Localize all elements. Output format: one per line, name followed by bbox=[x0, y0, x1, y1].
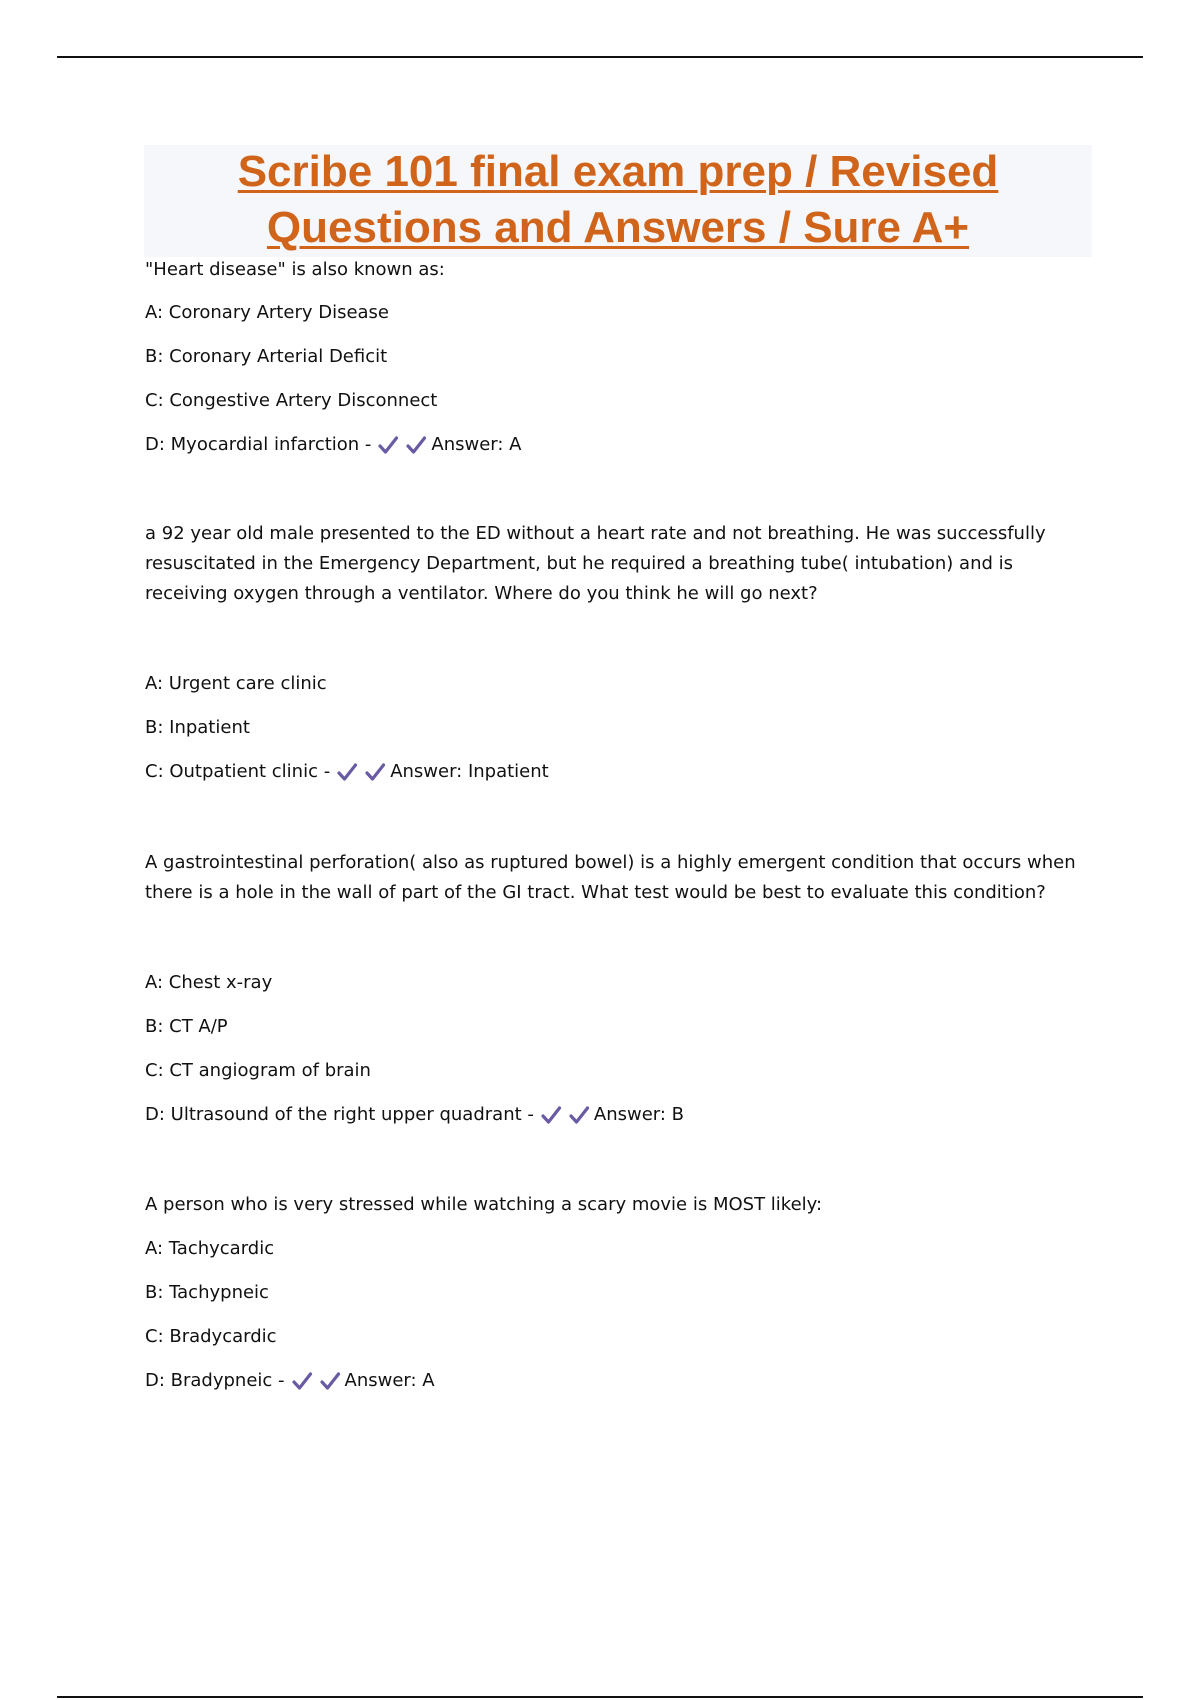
title-line-1: Scribe 101 final exam prep / Revised bbox=[237, 147, 999, 196]
checkmark-icon bbox=[336, 761, 358, 783]
question-2-option-c: C: Outpatient clinic - bbox=[145, 761, 331, 782]
question-block-2 bbox=[145, 519, 1085, 787]
question-4-option-a: A: Tachycardic bbox=[145, 1238, 275, 1259]
question-1-option-d: D: Myocardial infarction - bbox=[145, 434, 372, 455]
question-1-option-b: B: Coronary Arterial Deficit bbox=[145, 346, 388, 367]
question-3-option-d: D: Ultrasound of the right upper quadrant - bbox=[145, 1104, 534, 1125]
question-3-answer: Answer: B bbox=[593, 1104, 684, 1125]
question-2-text: a 92 year old male presented to the ED without a heart rate and not breathing. He was successfully resuscitated in the Emergency Department, but he required a breathing tube( intubation) and is receiving oxygen through a ventilator. Where do you think he will go next? bbox=[145, 523, 1046, 604]
title-line-2: Questions and Answers / Sure A+ bbox=[266, 203, 970, 252]
questions-content bbox=[145, 255, 1085, 1396]
checkmark-icon bbox=[540, 1104, 562, 1126]
question-1-text: "Heart disease" is also known as: bbox=[145, 259, 445, 280]
question-3-answer-line bbox=[145, 1100, 1085, 1130]
question-2-option-a: A: Urgent care clinic bbox=[145, 673, 327, 694]
question-3-text: A gastrointestinal perforation( also as ruptured bowel) is a highly emergent condition that occurs when there is a hole in the wall of part of the GI tract. What test would be best to evaluate this condition? bbox=[145, 852, 1076, 903]
question-block-1 bbox=[145, 255, 1085, 460]
document-title bbox=[144, 144, 1092, 256]
question-2-answer-line bbox=[145, 757, 1085, 787]
checkmark-icon bbox=[405, 434, 427, 456]
checkmark-icon bbox=[568, 1104, 590, 1126]
question-1-answer-line bbox=[145, 430, 1085, 460]
question-1-answer: Answer: A bbox=[431, 434, 522, 455]
checkmark-icon bbox=[319, 1370, 341, 1392]
question-1-option-a: A: Coronary Artery Disease bbox=[145, 302, 390, 323]
question-4-option-d: D: Bradypneic - bbox=[145, 1370, 285, 1391]
question-4-option-c: C: Bradycardic bbox=[145, 1326, 277, 1347]
question-3-option-a: A: Chest x-ray bbox=[145, 972, 273, 993]
question-4-answer-line bbox=[145, 1366, 1085, 1396]
question-4-answer: Answer: A bbox=[344, 1370, 435, 1391]
checkmark-icon bbox=[291, 1370, 313, 1392]
question-block-4 bbox=[145, 1190, 1085, 1396]
question-2-option-b: B: Inpatient bbox=[145, 717, 250, 738]
question-4-option-b: B: Tachypneic bbox=[145, 1282, 269, 1303]
checkmark-icon bbox=[377, 434, 399, 456]
bottom-rule bbox=[57, 1696, 1143, 1698]
question-1-option-c: C: Congestive Artery Disconnect bbox=[145, 390, 438, 411]
question-4-text: A person who is very stressed while watching a scary movie is MOST likely: bbox=[145, 1194, 823, 1215]
question-block-3 bbox=[145, 848, 1085, 1130]
question-2-answer: Answer: Inpatient bbox=[390, 761, 549, 782]
question-3-option-c: C: CT angiogram of brain bbox=[145, 1060, 371, 1081]
question-3-option-b: B: CT A/P bbox=[145, 1016, 228, 1037]
checkmark-icon bbox=[364, 761, 386, 783]
top-rule bbox=[57, 56, 1143, 58]
